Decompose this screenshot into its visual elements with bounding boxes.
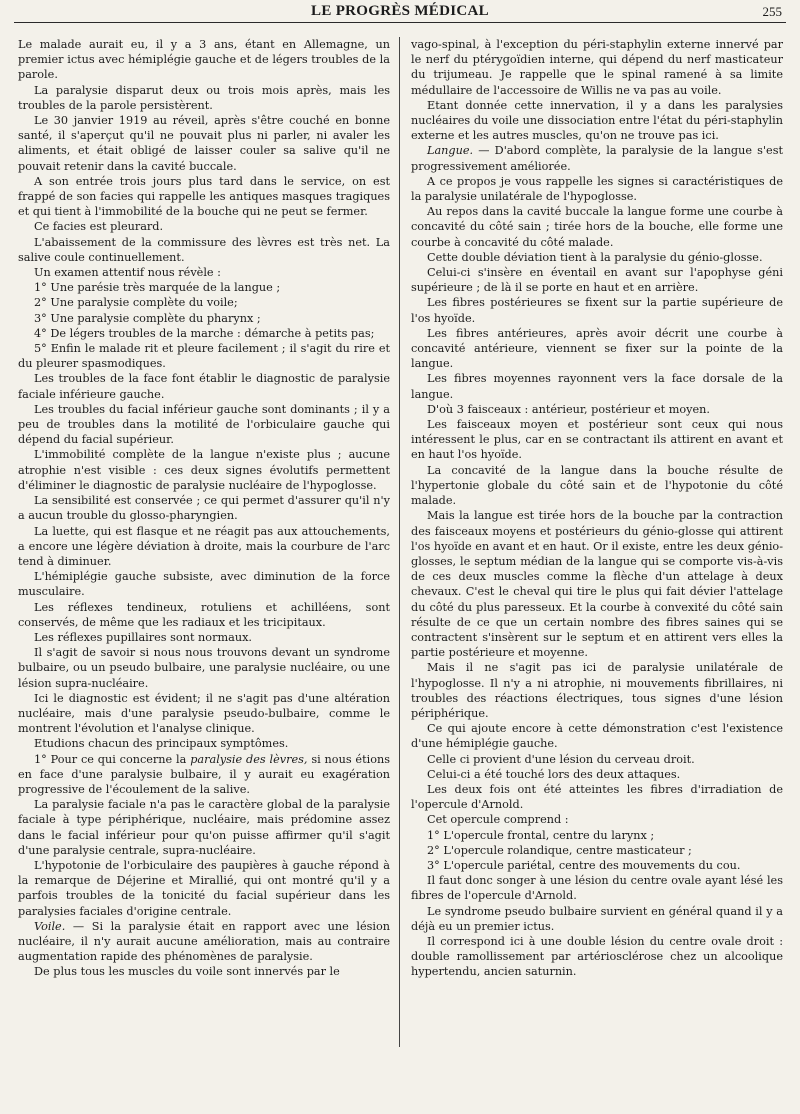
paragraph: Les fibres antérieures, après avoir décrit une courbe à concavité antérieure, viennent se fixer sur la pointe de la langue. xyxy=(411,326,783,371)
paragraph: Cet opercule comprend : xyxy=(427,813,569,827)
paragraph: A son entrée trois jours plus tard dans le service, on est frappé de son facies qui rappelle les antiques masques tragiques et qui tient à l'immobilité de la bouche qui ne peut se fermer. xyxy=(18,174,390,219)
paragraph-text: 1° Pour ce qui concerne la xyxy=(34,752,191,766)
paragraph xyxy=(18,752,390,798)
paragraph-text: si nous étions en face d'une paralysie bulbaire, il y aurait eu exagération progressive de l'écoulement de la salive. xyxy=(18,752,390,796)
paragraph: Le malade aurait eu, il y a 3 ans, étant en Allemagne, un premier ictus avec hémiplégie gauche et de légers troubles de la parole. xyxy=(18,38,390,82)
paragraph: vago-spinal, à l'exception du péri-staphylin externe innervé par le nerf du ptérygoïdien interne, qui dépend du nerf masticateur du trijumeau. Je rappelle que le spinal ramené à sa limite médullaire de l'accessoire de Willis ne va pas au voile. xyxy=(411,38,783,97)
paragraph: Celui-ci s'insère en éventail en avant sur l'apophyse géni supérieure ; de là il se porte en haut et en arrière. xyxy=(411,266,783,295)
paragraph: La paralysie faciale n'a pas le caractère global de la paralysie faciale à type périphérique, nucléaire, mais prédomine assez dans le facial inférieur pour qu'on puisse affirmer qu'il s'agit d'une paralysie centrale, supra-nucléaire. xyxy=(18,798,390,857)
paragraph: Cette double déviation tient à la paralysie du génio-glosse. xyxy=(427,250,763,264)
paragraph: Mais il ne s'agit pas ici de paralysie unilatérale de l'hypoglosse. Il n'y a ni atrophie, ni mouvements fibrillaires, ni troubles des réactions électriques, tous signes d'une lésion périphérique. xyxy=(411,661,783,720)
paragraph: Les fibres moyennes rayonnent vers la face dorsale de la langue. xyxy=(411,372,783,401)
paragraph: La paralysie disparut deux ou trois mois après, mais les troubles de la parole persistèrent. xyxy=(18,83,390,112)
paragraph: Il s'agit de savoir si nous nous trouvons devant un syndrome bulbaire, ou un pseudo bulbaire, une paralysie nucléaire, ou une lésion supra-nucléaire. xyxy=(18,646,390,690)
paragraph: Mais la langue est tirée hors de la bouche par la contraction des faisceaux moyens et postérieurs du génio-glosse qui attirent l'os hyoïde en avant et en haut. Or il existe, entre les deux génio-glosses, le septum médian de la langue qui se comporte vis-à-vis de ces deux muscles comme la flèche d'un attelage à deux chevaux. C'est le cheval qui tire le plus qui fait dévier l'attelage du côté du plus paresseux. Et la courbe à convexité du côté sain résulte de ce que un certain nombre des fibres saines qui se contractent s'insèrent sur le septum et en attirent vers elles la partie postérieure et moyenne. xyxy=(411,509,783,660)
paragraph: L'hémiplégie gauche subsiste, avec diminution de la force musculaire. xyxy=(18,570,390,599)
emphasis: Langue. xyxy=(427,144,474,158)
paragraph xyxy=(411,143,783,173)
paragraph: L'immobilité complète de la langue n'existe plus ; aucune atrophie n'est visible : ces deux signes évolutifs permettent d'éliminer le diagnostic de paralysie nucléaire de l'hypoglosse. xyxy=(18,448,390,492)
paragraph: Etudions chacun des principaux symptômes. xyxy=(34,737,289,751)
paragraph: A ce propos je vous rappelle les signes si caractéristiques de la paralysie unilatérale de l'hypoglosse. xyxy=(411,174,783,204)
paragraph-text: — Si la paralysie était en rapport avec une lésion nucléaire, il n'y aurait aucune amélioration, mais au contraire augmentation rapide des phénomènes de paralysie. xyxy=(18,919,390,964)
paragraph: 2° Une paralysie complète du voile; xyxy=(34,296,238,310)
paragraph: La concavité de la langue dans la bouche résulte de l'hypertonie globale du côté sain et de l'hypotonie du côté malade. xyxy=(411,463,783,508)
journal-title: LE PROGRÈS MÉDICAL xyxy=(311,3,489,19)
paragraph: Etant donnée cette innervation, il y a dans les paralysies nucléaires du voile une dissociation entre l'état du péri-staphylin externe et les autres muscles, qu'on ne trouve pas ici. xyxy=(411,98,783,143)
paragraph: D'où 3 faisceaux : antérieur, postérieur et moyen. xyxy=(427,402,710,416)
paragraph: Le syndrome pseudo bulbaire survient en général quand il y a déjà eu un premier ictus. xyxy=(411,904,783,933)
page-number: 255 xyxy=(762,4,782,19)
paragraph: 4° De légers troubles de la marche : démarche à petits pas; xyxy=(34,326,375,340)
running-header xyxy=(14,0,786,23)
paragraph: Les réflexes tendineux, rotuliens et achilléens, sont conservés, de même que les radiaux et les tricipitaux. xyxy=(18,600,390,629)
paragraph: 3° L'opercule pariétal, centre des mouvements du cou. xyxy=(427,858,741,872)
paragraph: Les fibres postérieures se fixent sur la partie supérieure de l'os hyoïde. xyxy=(411,296,783,325)
paragraph: Le 30 janvier 1919 au réveil, après s'être couché en bonne santé, il s'aperçut qu'il ne pouvait plus ni parler, ni avaler les aliments, et était obligé de laisser couler sa salive qu'il ne pouvait retenir dans la cavité buccale. xyxy=(18,114,390,173)
paragraph: 5° Enfin le malade rit et pleure facilement ; il s'agit du rire et du pleurer spasmodiques. xyxy=(18,342,390,371)
emphasis: paralysie des lèvres, xyxy=(190,752,308,766)
paragraph: Au repos dans la cavité buccale la langue forme une courbe à concavité du côté sain ; tirée hors de la bouche, elle forme une courbe à concavité du côté malade. xyxy=(411,205,783,249)
paragraph: 1° Une parésie très marquée de la langue ; xyxy=(34,281,281,295)
paragraph: Les faisceaux moyen et postérieur sont ceux qui nous intéressent le plus, car en se contractant ils attirent en avant et en haut l'os hyoïde. xyxy=(411,418,783,462)
emphasis: Voile. xyxy=(34,919,66,933)
paragraph: Celui-ci a été touché lors des deux attaques. xyxy=(427,767,681,781)
paragraph: Les troubles du facial inférieur gauche sont dominants ; il y a peu de troubles dans la motilité de l'orbiculaire gauche qui dépend du facial supérieur. xyxy=(18,402,390,447)
paragraph: Celle ci provient d'une lésion du cerveau droit. xyxy=(427,752,695,766)
paragraph: Les troubles de la face font établir le diagnostic de paralysie faciale inférieure gauche. xyxy=(18,372,390,401)
paragraph: De plus tous les muscles du voile sont innervés par le xyxy=(34,965,340,979)
paragraph: Ce qui ajoute encore à cette démonstration c'est l'existence d'une hémiplégie gauche. xyxy=(411,722,783,751)
paragraph: 3° Une paralysie complète du pharynx ; xyxy=(34,311,261,325)
paragraph: Les réflexes pupillaires sont normaux. xyxy=(34,630,252,644)
paragraph: Les deux fois ont été atteintes les fibres d'irradiation de l'opercule d'Arnold. xyxy=(411,782,783,812)
paragraph: L'hypotonie de l'orbiculaire des paupières à gauche répond à la remarque de Déjerine et Mirallié, qui ont montré qu'il y a parfois troubles de la tonicité du facial supérieur dans les paralysies faciales d'origine centrale. xyxy=(18,858,390,918)
paragraph: Ce facies est pleurard. xyxy=(34,220,164,234)
paragraph-text: — D'abord complète, la paralysie de la langue s'est progressivement améliorée. xyxy=(411,144,783,173)
paragraph: Un examen attentif nous révèle : xyxy=(34,266,221,280)
right-column xyxy=(411,37,783,1084)
paragraph: 1° L'opercule frontal, centre du larynx ; xyxy=(427,828,655,842)
paragraph: 2° L'opercule rolandique, centre masticateur ; xyxy=(427,843,692,857)
paragraph: Ici le diagnostic est évident; il ne s'agit pas d'une altération nucléaire, mais d'une paralysie pseudo-bulbaire, comme le montrent l'évolution et l'analyse clinique. xyxy=(18,691,390,736)
paragraph: Il correspond ici à une double lésion du centre ovale droit : double ramollissement par artériosclérose chez un alcoolique hypertendu, ancien saturnin. xyxy=(411,934,783,979)
paragraph: La luette, qui est flasque et ne réagit pas aux attouchements, a encore une légère déviation à droite, mais la courbure de l'arc tend à diminuer. xyxy=(18,524,390,568)
paragraph xyxy=(18,919,390,965)
paragraph: L'abaissement de la commissure des lèvres est très net. La salive coule continuellement. xyxy=(18,235,390,264)
paragraph: Il faut donc songer à une lésion du centre ovale ayant lésé les fibres de l'opercule d'Arnold. xyxy=(411,874,783,903)
paragraph: La sensibilité est conservée ; ce qui permet d'assurer qu'il n'y a aucun trouble du glosso-pharyngien. xyxy=(18,494,390,523)
column-divider xyxy=(399,37,400,1047)
left-column xyxy=(18,37,390,1084)
